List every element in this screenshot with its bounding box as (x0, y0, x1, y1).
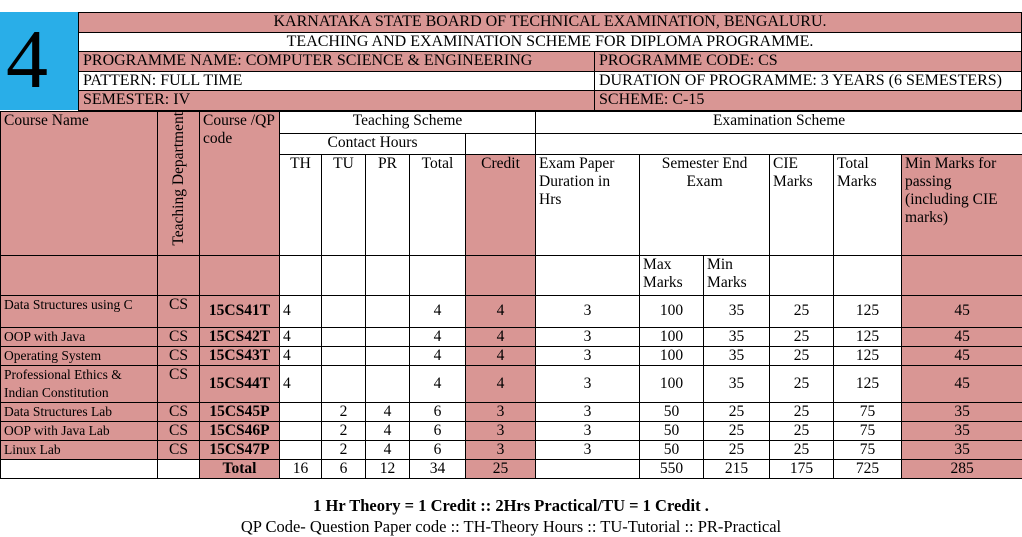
cell-dept: CS (158, 365, 200, 402)
cell-pr: 4 (366, 421, 410, 440)
scheme-code: SCHEME: C-15 (595, 91, 1022, 111)
total-pr: 12 (366, 459, 410, 478)
programme-code: PROGRAMME CODE: CS (595, 52, 1022, 72)
cell-total: 6 (410, 440, 466, 459)
col-th: TH (280, 155, 322, 255)
cell-credit: 4 (466, 346, 536, 365)
cell-tmarks: 75 (834, 402, 902, 421)
cell-tu (322, 295, 366, 327)
cell-th: 4 (280, 295, 322, 327)
cell-credit: 4 (466, 327, 536, 346)
cell-pr (366, 346, 410, 365)
total-tu: 6 (322, 459, 366, 478)
cell-pass: 35 (902, 421, 1022, 440)
cell-dept: CS (158, 421, 200, 440)
cell-name: Data Structures Lab (1, 402, 158, 421)
cell-duration: 3 (536, 327, 640, 346)
cell-code: 15CS47P (200, 440, 280, 459)
cell-max: 100 (640, 295, 704, 327)
table-row (1, 402, 1022, 421)
cell-name: OOP with Java (1, 327, 158, 346)
cell-th: 4 (280, 365, 322, 402)
board-title: KARNATAKA STATE BOARD OF TECHNICAL EXAMINATION, BENGALURU. (79, 13, 1022, 33)
cell-cie: 25 (770, 327, 834, 346)
cell-pass: 35 (902, 440, 1022, 459)
cell-tu: 2 (322, 440, 366, 459)
cell-tmarks: 75 (834, 440, 902, 459)
cell-cie: 25 (770, 421, 834, 440)
totals-row (1, 459, 1022, 478)
col-teaching-department: Teaching Department (158, 112, 200, 256)
cell-pr (366, 327, 410, 346)
cell-pr: 4 (366, 440, 410, 459)
cell-dept: CS (158, 346, 200, 365)
cell-total: 4 (410, 327, 466, 346)
total-label: Total (200, 459, 280, 478)
semester-number: 4 (6, 13, 48, 106)
cell-duration: 3 (536, 346, 640, 365)
cell-total: 6 (410, 421, 466, 440)
cell-total: 4 (410, 365, 466, 402)
col-min-marks: Min Marks (704, 255, 770, 295)
col-total: Total (410, 155, 466, 255)
table-row (1, 295, 1022, 327)
cell-th: 4 (280, 327, 322, 346)
cell-code: 15CS41T (200, 295, 280, 327)
cell-total: 6 (410, 402, 466, 421)
cell-min: 25 (704, 402, 770, 421)
col-course-name: Course Name (1, 112, 158, 256)
cell-name: OOP with Java Lab (1, 421, 158, 440)
cell-duration: 3 (536, 421, 640, 440)
credit-rule: 1 Hr Theory = 1 Credit :: 2Hrs Practical/TU = 1 Credit . (313, 496, 709, 515)
total-pass: 285 (902, 459, 1022, 478)
cell-min: 35 (704, 365, 770, 402)
cell-min: 25 (704, 440, 770, 459)
cell-tu (322, 327, 366, 346)
examination-scheme-header: Examination Scheme (536, 112, 1022, 134)
cell-cie: 25 (770, 365, 834, 402)
cell-credit: 4 (466, 365, 536, 402)
cell-min: 35 (704, 327, 770, 346)
cell-cie: 25 (770, 440, 834, 459)
cell-tu (322, 346, 366, 365)
cell-credit: 3 (466, 440, 536, 459)
cell-tu (322, 365, 366, 402)
cell-tmarks: 75 (834, 421, 902, 440)
total-cie: 175 (770, 459, 834, 478)
cell-max: 50 (640, 402, 704, 421)
total-credit: 25 (466, 459, 536, 478)
semester-number-block (0, 12, 78, 110)
cell-tmarks: 125 (834, 327, 902, 346)
cell-pr: 4 (366, 402, 410, 421)
cell-duration: 3 (536, 440, 640, 459)
contact-hours-header: Contact Hours (280, 133, 466, 155)
table-row (1, 440, 1022, 459)
scheme-table (0, 111, 1022, 479)
cell-total: 4 (410, 295, 466, 327)
cell-max: 100 (640, 327, 704, 346)
cell-name: Professional Ethics & Indian Constitution (1, 365, 158, 402)
cell-th (280, 402, 322, 421)
col-semester-end-exam: Semester End Exam (640, 155, 770, 255)
table-row (1, 421, 1022, 440)
cell-max: 100 (640, 365, 704, 402)
cell-duration: 3 (536, 365, 640, 402)
cell-cie: 25 (770, 295, 834, 327)
pattern: PATTERN: FULL TIME (79, 71, 595, 91)
cell-credit: 3 (466, 421, 536, 440)
cell-dept: CS (158, 295, 200, 327)
cell-max: 100 (640, 346, 704, 365)
total-tmarks: 725 (834, 459, 902, 478)
legend: QP Code- Question Paper code :: TH-Theory Hours :: TU-Tutorial :: PR-Practical (240, 517, 782, 536)
table-row (1, 346, 1022, 365)
col-tu: TU (322, 155, 366, 255)
cell-total: 4 (410, 346, 466, 365)
cell-pr (366, 365, 410, 402)
semester-label: SEMESTER: IV (79, 91, 595, 111)
cell-dept: CS (158, 440, 200, 459)
cell-max: 50 (640, 421, 704, 440)
col-pr: PR (366, 155, 410, 255)
total-max: 550 (640, 459, 704, 478)
cell-cie: 25 (770, 402, 834, 421)
cell-pr (366, 295, 410, 327)
total-th: 16 (280, 459, 322, 478)
teaching-scheme-header: Teaching Scheme (280, 112, 536, 134)
cell-min: 35 (704, 295, 770, 327)
cell-code: 15CS43T (200, 346, 280, 365)
cell-pass: 45 (902, 327, 1022, 346)
table-row (1, 365, 1022, 402)
col-credit: Credit (466, 155, 536, 255)
header-table (78, 12, 1022, 111)
cell-pass: 45 (902, 365, 1022, 402)
cell-tmarks: 125 (834, 365, 902, 402)
cell-duration: 3 (536, 402, 640, 421)
cell-dept: CS (158, 402, 200, 421)
cell-th (280, 421, 322, 440)
cell-code: 15CS42T (200, 327, 280, 346)
cell-code: 15CS45P (200, 402, 280, 421)
cell-th: 4 (280, 346, 322, 365)
cell-max: 50 (640, 440, 704, 459)
cell-name: Data Structures using C (1, 295, 158, 327)
cell-min: 25 (704, 421, 770, 440)
col-min-pass: Min Marks for passing (including CIE marks) (902, 155, 1022, 255)
duration: DURATION OF PROGRAMME: 3 YEARS (6 SEMESTERS) (595, 71, 1022, 91)
cell-tu: 2 (322, 402, 366, 421)
total-min: 215 (704, 459, 770, 478)
programme-name: PROGRAMME NAME: COMPUTER SCIENCE & ENGINEERING (79, 52, 595, 72)
cell-tmarks: 125 (834, 295, 902, 327)
cell-pass: 35 (902, 402, 1022, 421)
cell-code: 15CS46P (200, 421, 280, 440)
cell-tu: 2 (322, 421, 366, 440)
scheme-title: TEACHING AND EXAMINATION SCHEME FOR DIPLOMA PROGRAMME. (79, 32, 1022, 52)
cell-name: Operating System (1, 346, 158, 365)
table-row (1, 327, 1022, 346)
col-exam-duration: Exam Paper Duration in Hrs (536, 155, 640, 255)
cell-code: 15CS44T (200, 365, 280, 402)
cell-duration: 3 (536, 295, 640, 327)
cell-credit: 4 (466, 295, 536, 327)
cell-pass: 45 (902, 295, 1022, 327)
cell-credit: 3 (466, 402, 536, 421)
cell-tmarks: 125 (834, 346, 902, 365)
cell-pass: 45 (902, 346, 1022, 365)
total-total: 34 (410, 459, 466, 478)
col-total-marks: Total Marks (834, 155, 902, 255)
cell-th (280, 440, 322, 459)
col-cie-marks: CIE Marks (770, 155, 834, 255)
cell-cie: 25 (770, 346, 834, 365)
col-course-code: Course /QP code (200, 112, 280, 256)
col-max-marks: Max Marks (640, 255, 704, 295)
cell-dept: CS (158, 327, 200, 346)
cell-name: Linux Lab (1, 440, 158, 459)
cell-min: 35 (704, 346, 770, 365)
